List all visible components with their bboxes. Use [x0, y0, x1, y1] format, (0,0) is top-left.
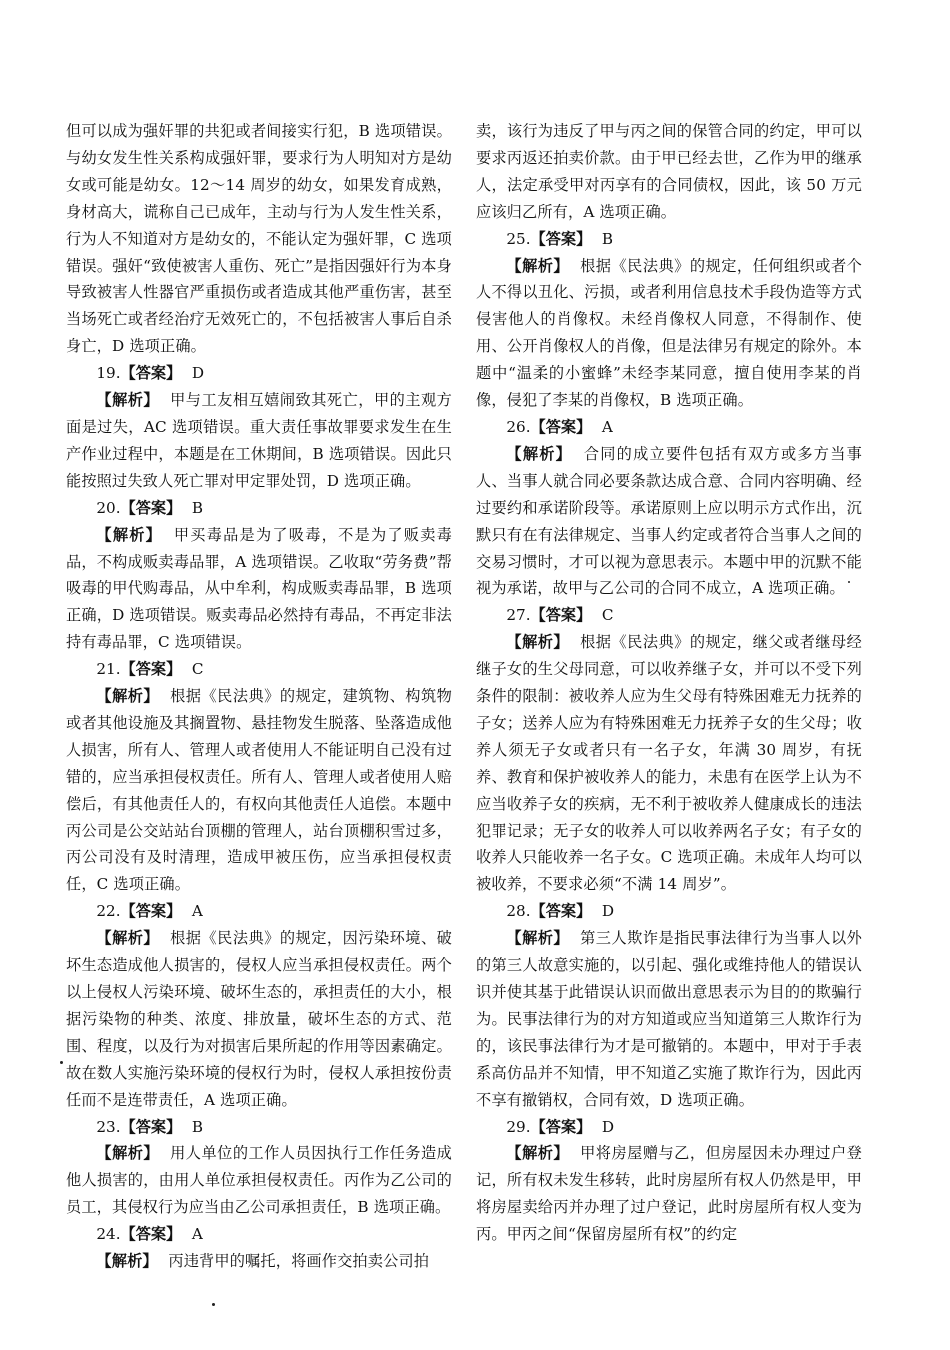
answer-label: 【答案】: [120, 660, 182, 679]
answer-value: B: [191, 1117, 204, 1136]
question-number: 22.: [96, 902, 121, 921]
analysis-label: 【解析】: [96, 391, 160, 410]
question-number: 23.: [96, 1117, 121, 1136]
left-intro-paragraph: 但可以成为强奸罪的共犯或者间接实行犯，B 选项错误。与幼女发生性关系构成强奸罪，要求行为人明知对方是幼女或可能是幼女。12～14 周岁的幼女，如果发育成熟，身材高大，谎称自己已成年，主动与行为人发生性关系，行为人不知道对方是幼女的，不能认定为强奸罪，C 选项错误。强奸“致使被害人重伤、死亡”是指因强奸行为本身导致被害人性器官严重损伤或者造成其他严重伤害，甚至当场死亡或者经治疗无效死亡的，不包括被害人事后自杀身亡，D 选项正确。: [66, 122, 452, 356]
analysis-label: 【解析】: [96, 687, 160, 706]
analysis-text: 根据《民法典》的规定，继父或者继母经继子女的生父母同意，可以收养继子女，并可以不受下列条件的限制：被收养人应为生父母有特殊困难无力抚养的子女；送养人应为有特殊困难无力抚养子女的生父母；收养人须无子女或者只有一名子女，年满 30 周岁，有抚养、教育和保护被收养人的能力，未患有在医学上认为不应当收养子女的疾病，无不利于被收养人健康成长的违法犯罪记录；无子女的收养人可以收养两名子女；有子女的收养人只能收养一名子女。C 选项正确。未成年人均可以被收养，不要求必须“不满 14 周岁”。: [476, 633, 862, 894]
answer-line-28: [476, 898, 862, 925]
answer-value: D: [601, 902, 615, 921]
analysis-label: 【解析】: [96, 929, 160, 948]
analysis-text: 甲与工友相互嬉闹致其死亡，甲的主观方面是过失，AC 选项错误。重大责任事故罪要求发生在生产作业过程中，本题是在工休期间，B 选项错误。因此只能按照过失致人死亡罪对甲定罪处罚，D 选项正确。: [66, 391, 452, 490]
answer-value: C: [191, 660, 204, 679]
question-number: 26.: [506, 417, 531, 436]
question-number: 25.: [506, 229, 531, 248]
answer-value: B: [601, 229, 614, 248]
analysis-label: 【解析】: [96, 1252, 158, 1271]
answer-value: A: [191, 1225, 203, 1244]
answer-line-27: [476, 602, 862, 629]
answer-value: D: [601, 1117, 615, 1136]
right-intro-paragraph: 卖，该行为违反了甲与丙之间的保管合同的约定，甲可以要求丙返还拍卖价款。由于甲已经去世，乙作为甲的继承人，法定承受甲对丙享有的合同债权，因此，该 50 万元应该归乙所有，A 选项正确。: [476, 122, 862, 221]
question-number: 21.: [96, 660, 121, 679]
answer-label: 【答案】: [120, 498, 182, 517]
question-number: 20.: [96, 498, 121, 517]
scan-speck: [848, 581, 850, 583]
analysis-text: 用人单位的工作人员因执行工作任务造成他人损害的，由用人单位承担侵权责任。丙作为乙公司的员工，其侵权行为应当由乙公司承担责任，B 选项正确。: [66, 1144, 452, 1217]
left-column: [66, 118, 452, 1275]
answer-line-24: [66, 1221, 452, 1248]
answer-line-23: [66, 1114, 452, 1141]
analysis-paragraph-24: [66, 1248, 452, 1275]
analysis-paragraph-25: [476, 253, 862, 414]
answer-label: 【答案】: [530, 417, 592, 436]
answer-label: 【答案】: [530, 229, 592, 248]
answer-value: A: [191, 902, 203, 921]
question-number: 24.: [96, 1225, 121, 1244]
analysis-text: 合同的成立要件包括有双方或多方当事人、当事人就合同必要条款达成合意、合同内容明确、经过要约和承诺阶段等。承诺原则上应以明示方式作出，沉默只有在有法律规定、当事人约定或者符合当事人之间的交易习惯时，才可以视为意思表示。本题中甲的沉默不能视为承诺，故甲与乙公司的合同不成立，A 选项正确。: [476, 444, 862, 598]
question-number: 27.: [506, 606, 531, 625]
analysis-paragraph-20: [66, 522, 452, 657]
question-number: 19.: [96, 364, 121, 383]
analysis-label: 【解析】: [506, 444, 573, 463]
analysis-paragraph-26: [476, 441, 862, 602]
question-number: 28.: [506, 902, 531, 921]
scan-speck: [60, 1061, 63, 1064]
analysis-label: 【解析】: [506, 256, 570, 275]
analysis-paragraph-22: [66, 925, 452, 1113]
analysis-text: 根据《民法典》的规定，任何组织或者个人不得以丑化、污损，或者利用信息技术手段伪造等方式侵害他人的肖像权。未经肖像权人同意，不得制作、使用、公开肖像权人的肖像，但是法律另有规定的除外。本题中“温柔的小蜜蜂”未经李某同意，擅自使用李某的肖像，侵犯了李某的肖像权，B 选项正确。: [476, 256, 862, 410]
analysis-label: 【解析】: [506, 929, 570, 948]
scan-speck: [212, 1303, 215, 1306]
analysis-label: 【解析】: [96, 1144, 160, 1163]
analysis-paragraph-23: [66, 1140, 452, 1221]
analysis-text: 根据《民法典》的规定，因污染环境、破坏生态造成他人损害的，侵权人应当承担侵权责任。两个以上侵权人污染环境、破坏生态的，承担责任的大小，根据污染物的种类、浓度、排放量，破坏生态的方式、范围、程度，以及行为对损害后果所起的作用等因素确定。故在数人实施污染环境的侵权行为时，侵权人承担按份责任而不是连带责任，A 选项正确。: [66, 929, 452, 1109]
question-number: 29.: [506, 1117, 531, 1136]
analysis-label: 【解析】: [506, 633, 570, 652]
answer-line-22: [66, 898, 452, 925]
analysis-text: 甲买毒品是为了吸毒，不是为了贩卖毒品，不构成贩卖毒品罪，A 选项错误。乙收取“劳务费”帮吸毒的甲代购毒品，从中牟利，构成贩卖毒品罪，B 选项正确，D 选项错误。贩卖毒品必然持有毒品，不再定非法持有毒品罪，C 选项错误。: [66, 525, 452, 652]
answer-label: 【答案】: [120, 364, 182, 383]
analysis-text: 根据《民法典》的规定，建筑物、构筑物或者其他设施及其搁置物、悬挂物发生脱落、坠落造成他人损害，所有人、管理人或者使用人不能证明自己没有过错的，应当承担侵权责任。所有人、管理人或者使用人赔偿后，有其他责任人的，有权向其他责任人追偿。本题中丙公司是公交站站台顶棚的管理人，站台顶棚积雪过多，丙公司没有及时清理，造成甲被压伤，应当承担侵权责任，C 选项正确。: [66, 687, 452, 894]
answer-value: A: [601, 417, 613, 436]
analysis-text: 丙违背甲的嘱托，将画作交拍卖公司拍: [168, 1252, 430, 1271]
answer-label: 【答案】: [530, 902, 592, 921]
analysis-label: 【解析】: [506, 1144, 570, 1163]
answer-label: 【答案】: [120, 1225, 182, 1244]
answer-label: 【答案】: [120, 902, 182, 921]
answer-line-20: [66, 495, 452, 522]
answer-label: 【答案】: [530, 606, 592, 625]
analysis-text: 甲将房屋赠与乙，但房屋因未办理过户登记，所有权未发生移转，此时房屋所有权人仍然是甲，甲将房屋卖给丙并办理了过户登记，此时房屋所有权人变为丙。甲丙之间“保留房屋所有权”的约定: [476, 1144, 862, 1244]
answer-label: 【答案】: [120, 1117, 182, 1136]
answer-line-19: [66, 360, 452, 387]
analysis-paragraph-29: [476, 1140, 862, 1248]
answer-line-25: [476, 226, 862, 253]
right-column: [476, 118, 862, 1248]
answer-value: C: [601, 606, 614, 625]
analysis-paragraph-27: [476, 629, 862, 898]
analysis-paragraph-21: [66, 683, 452, 898]
answer-value: B: [191, 498, 204, 517]
answer-value: D: [191, 364, 205, 383]
analysis-text: 第三人欺诈是指民事法律行为当事人以外的第三人故意实施的，以引起、强化或维持他人的错误认识并使其基于此错误认识而做出意思表示为目的的欺骗行为。民事法律行为的对方知道或应当知道第三人欺诈行为的，该民事法律行为才是可撤销的。本题中，甲对于手表系高仿品并不知情，甲不知道乙实施了欺诈行为，因此丙不享有撤销权，合同有效，D 选项正确。: [476, 929, 862, 1109]
analysis-paragraph-19: [66, 387, 452, 495]
answer-line-29: [476, 1114, 862, 1141]
answer-line-21: [66, 656, 452, 683]
analysis-paragraph-28: [476, 925, 862, 1113]
answer-label: 【答案】: [530, 1117, 592, 1136]
answer-line-26: [476, 414, 862, 441]
analysis-label: 【解析】: [96, 525, 163, 544]
